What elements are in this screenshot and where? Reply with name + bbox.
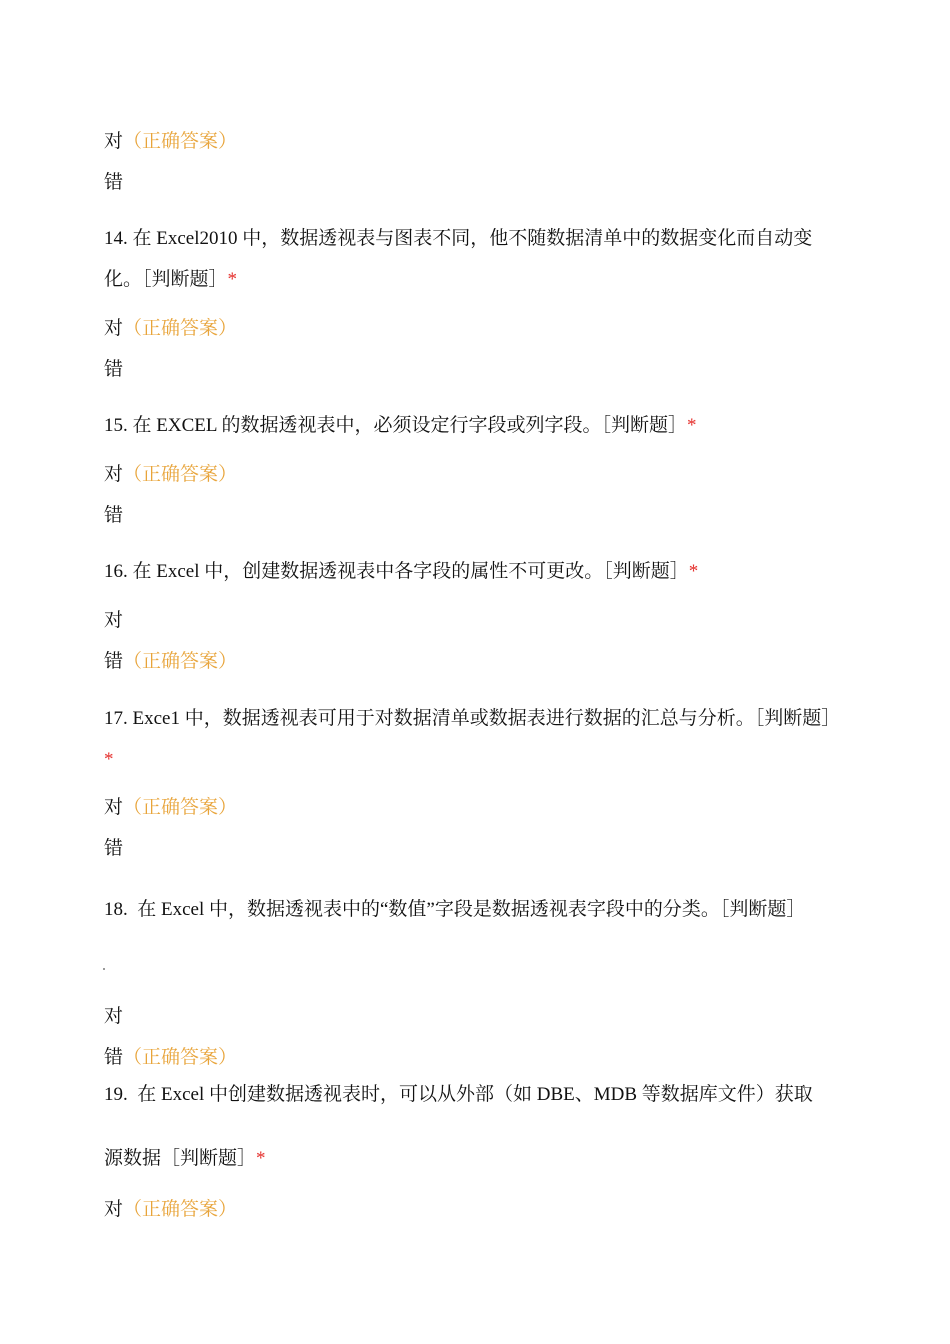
option-false[interactable] <box>104 650 237 674</box>
option-label: 错 <box>104 838 124 859</box>
required-marker: * <box>104 749 114 770</box>
question-number: 14. <box>104 228 128 249</box>
correct-answer-tag: （正确答案） <box>123 1047 238 1068</box>
question-17 <box>104 698 849 780</box>
required-marker: * <box>256 1148 266 1169</box>
question-18 <box>104 898 849 922</box>
option-false[interactable] <box>104 1046 237 1070</box>
option-true[interactable] <box>104 130 237 154</box>
option-false[interactable] <box>104 837 123 861</box>
question-text: 在 Excel2010 中，数据透视表与图表不同，他不随数据清单中的数据变化而自动变化。［判断题］ <box>104 228 813 290</box>
option-label: 错 <box>104 505 124 526</box>
question-number: 19. <box>104 1084 128 1105</box>
option-true[interactable] <box>104 463 237 487</box>
correct-answer-tag: （正确答案） <box>123 318 238 339</box>
question-15 <box>104 414 697 438</box>
question-19 <box>104 1083 849 1107</box>
option-true[interactable] <box>104 1198 237 1222</box>
question-text: Exce1 中，数据透视表可用于对数据清单或数据表进行数据的汇总与分析。［判断题］ <box>132 708 841 729</box>
question-text: 在 Excel 中，创建数据透视表中各字段的属性不可更改。［判断题］ <box>132 561 689 582</box>
option-label: 对 <box>104 464 124 485</box>
question-16 <box>104 560 698 584</box>
correct-answer-tag: （正确答案） <box>123 464 238 485</box>
option-true[interactable] <box>104 317 237 341</box>
question-text: 在 Excel 中，数据透视表中的“数值”字段是数据透视表字段中的分类。［判断题］ <box>137 899 806 920</box>
question-number: 15. <box>104 415 128 436</box>
required-marker: * <box>688 561 699 582</box>
option-label: 错 <box>104 359 124 380</box>
correct-answer-tag: （正确答案） <box>123 797 238 818</box>
option-true[interactable] <box>104 1005 123 1029</box>
option-true[interactable] <box>104 796 237 820</box>
question-number: 17. <box>104 708 128 729</box>
required-marker: * <box>687 415 697 436</box>
question-number: 16. <box>104 561 128 582</box>
option-label: 对 <box>104 610 124 631</box>
stray-mark <box>103 968 105 970</box>
question-text: 在 EXCEL 的数据透视表中，必须设定行字段或列字段。［判断题］ <box>132 415 688 436</box>
option-label: 错 <box>104 1047 124 1068</box>
option-false[interactable] <box>104 358 123 382</box>
question-19-continuation <box>104 1147 266 1171</box>
option-label: 对 <box>104 797 124 818</box>
option-label: 对 <box>104 318 124 339</box>
correct-answer-tag: （正确答案） <box>123 1199 238 1220</box>
required-marker: * <box>227 269 238 290</box>
option-label: 对 <box>104 1199 124 1220</box>
question-number: 18. <box>104 899 128 920</box>
option-label: 错 <box>104 172 124 193</box>
option-false[interactable] <box>104 171 123 195</box>
option-true[interactable] <box>104 609 123 633</box>
correct-answer-tag: （正确答案） <box>123 131 238 152</box>
question-text: 源数据［判断题］ <box>104 1148 257 1169</box>
correct-answer-tag: （正确答案） <box>123 651 238 672</box>
question-14 <box>104 218 849 300</box>
option-label: 错 <box>104 651 124 672</box>
option-label: 对 <box>104 1006 124 1027</box>
option-label: 对 <box>104 131 124 152</box>
question-text: 在 Excel 中创建数据透视表时，可以从外部（如 DBE、MDB 等数据库文件）获取 <box>137 1084 813 1105</box>
option-false[interactable] <box>104 504 123 528</box>
